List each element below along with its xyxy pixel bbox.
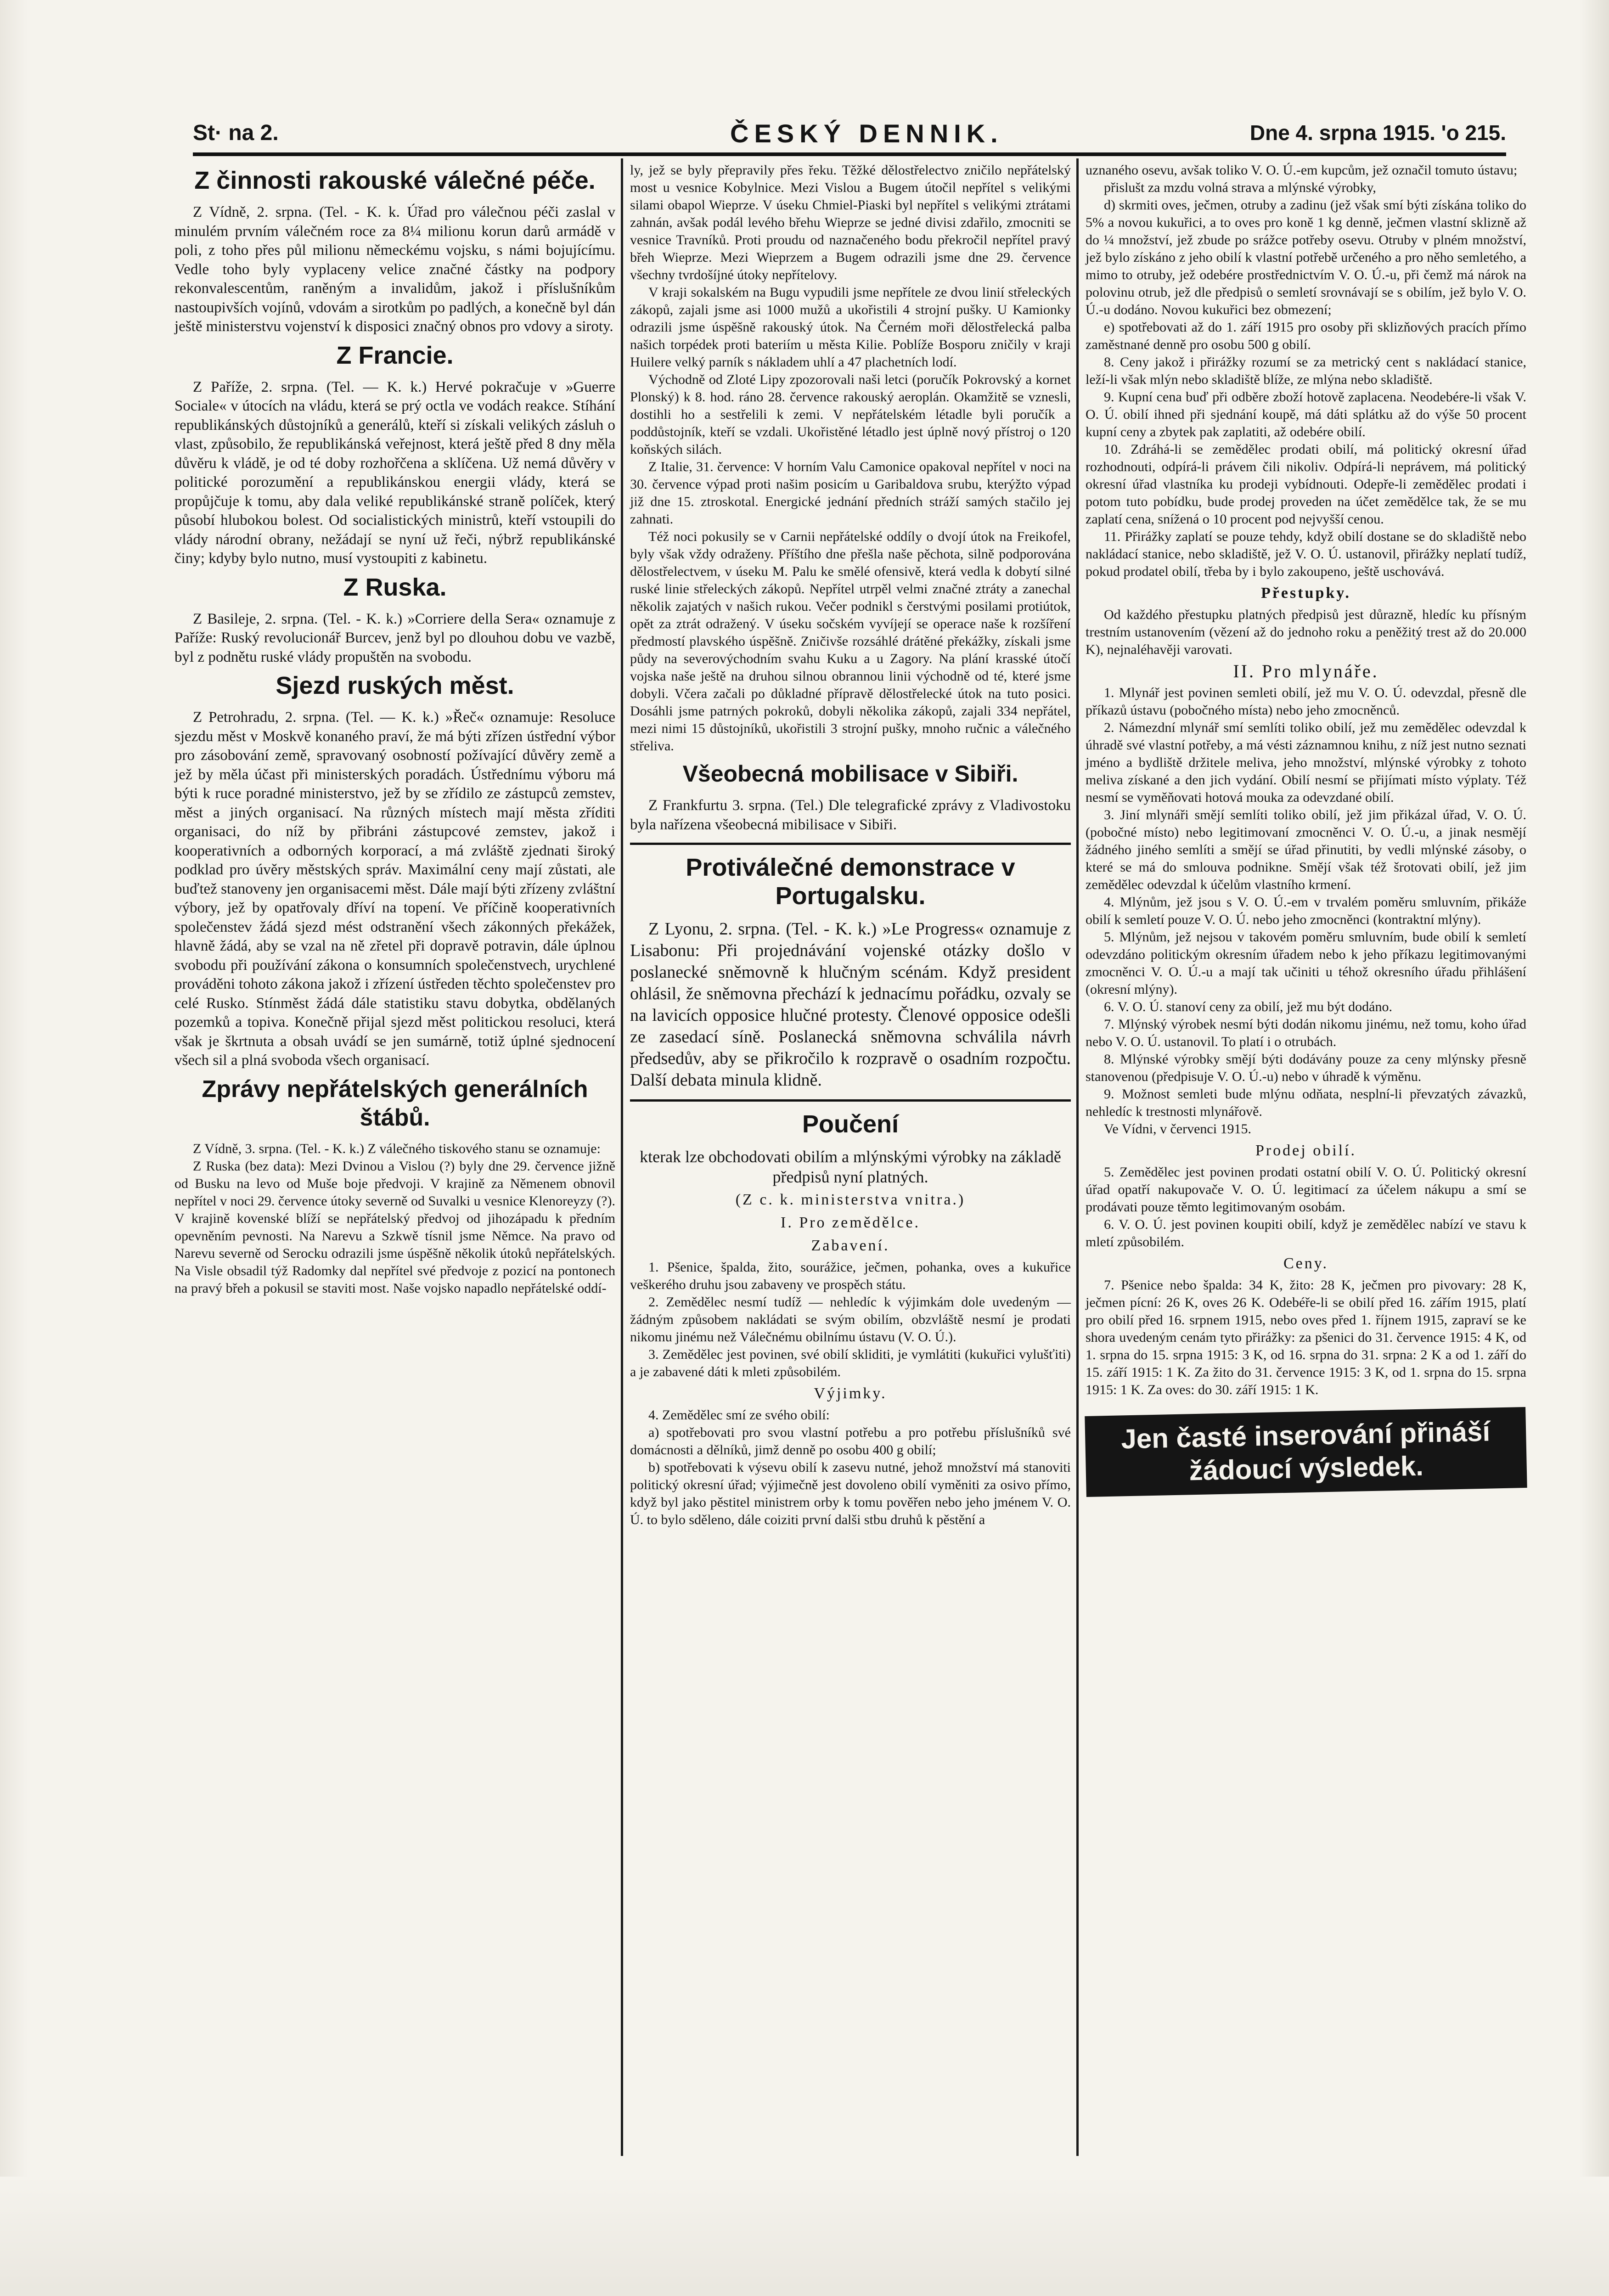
article-text: 1. Pšenice, špalda, žito, sourážice, ječmen, pohanka, oves a kukuřice veškerého druhu jsou zabaveny ve prospěch státu.: [630, 1260, 1071, 1292]
newspaper-title: ČESKÝ DENNIK.: [730, 119, 1003, 148]
article-text: d) skrmiti oves, ječmen, otruby a zadinu (jež však smí býti získána toliko do 5% a novou kukuřici, a to oves pro koně 1 kg denně, ječmen vlastní sklizně až do ¼ množství, jež zbude po srážce potřeby osevu. Otruby v plném množství, jež bylo získáno z jeho obilí k vlastní potřebě určeného a pro něho semletého, a mimo to otruby, jež odebére prostřednictvím V. O. Ú.-u, při čemž má nárok na polovinu otrub, jež dle předpisů o semletí srovnávají se s obilím, jež bylo V. O. Ú.-u dodáno. Novou kukuřici bez obmezení;: [1086, 197, 1526, 317]
article-text: 11. Přirážky zaplatí se pouze tehdy, když obilí dostane se do skladiště nebo nakládací stanice, nebo skladiště, jež V. O. Ú. ustanovil, přirážky neplatí tudíž, pokud prodatel obilí, třeba by i bylo zakoupeno, ještě uschovává.: [1086, 529, 1526, 579]
advertisement-banner: Jen časté inserování přináší žádoucí výsledek.: [1085, 1407, 1527, 1497]
headline: Protiválečné demonstrace v Portugalsku.: [686, 854, 1015, 910]
masthead: [193, 120, 1506, 156]
article-text: Z Lyonu, 2. srpna. (Tel. - K. k.) »Le Progress« oznamuje z Lisabonu: Při projednávání vojenské otázky došlo v poslanecké sněmovně k hlučným scénám. Když president ohlásil, že sněmovna přechází k jednacímu pořádku, ozvaly se na lavicích opposice hlučné protesty. Členové opposice odešli ze zasedací síně. Poslanecká sněmovna schválila návrh předsedův, aby se přikročilo k rozpravě o osadním rozpočtu. Další debata minula klidně.: [630, 919, 1071, 1090]
article-text: 2. Zemědělec nesmí tudíž — nehledíc k výjimkám dole uvedeným — žádným způsobem nakládati se svým obilím, obzvláště nesmí je prodati nikomu jinému než Válečnému obilnímu ústavu (V. O. Ú.).: [630, 1294, 1071, 1345]
article-text: e) spotřebovati až do 1. září 1915 pro osoby při sklizňových pracích přímo zaměstnané denně pro osobu 500 g obilí.: [1086, 320, 1526, 352]
article-text: b) spotřebovati k výsevu obilí k zasevu nutné, jehož množství má stanoviti politický okresní úřad; výjimečně jest dovoleno obilí vyměniti za osivo přímo, když byl jako pěstitel ministrem orby k tomu pověřen nebo jeho jménem V. O. Ú. to bylo sděleno, dále coiziti první dalši stbu druhů k pěstění a: [630, 1460, 1071, 1527]
headline: Všeobecná mobilisace v Sibiři.: [682, 761, 1018, 787]
article-text: Z Petrohradu, 2. srpna. (Tel. — K. k.) »Řeč« oznamuje: Resoluce sjezdu měst v Moskvě konaného praví, že má býti zřízen ústřední výbor pro zásobování země, spravovaný osobností požívající důvěry země a jež by měla účast při ministerských poradách. Ústřednímu výboru má býti k ruce poradné ministerstvo, jež by se zřídilo ze zástupců zemstev, měst a jiných organisací. Na různých místech mají města zříditi organisaci, do níž by přibráni zástupcové zemstev, jakož i kooperativních a odborných korporací, a má zvláště zjednati široký podklad pro úvěry městských správ. Maximální ceny mají zůstati, ale buďtež stanoveny jen organisacemi měst. Dále mají býti zřízeny zvláštní výbory, jež by opatřovaly dříví na topení. Ve příčině kooperativních společenstev žádá sjezd mést odstranění všech zákonných překážek, hlavně žádá, aby se vzal na ně zřetel při dopravě potravin, dále úplnou svobodu při používání zákona o konsumních společenstvech, urychlené prováděni tohoto zákona jakož i zřízení ústředen těchto společenstev pro celé Rusko. Stínměst žádá dále statistiku stavu dobytka, obdělaných pozemků a topiva. Konečně přijal sjezd měst politickou resoluci, která však je škrtnuta a obsah uvádí se jen sumárně, totiž úplné sjednocení všech sil a plná svoboda všech organisací.: [174, 709, 615, 1069]
article-text: uznaného osevu, avšak toliko V. O. Ú.-em kupcům, jež označil tomuto ústavu;: [1086, 163, 1518, 178]
article-text: 1. Mlynář jest povinen semleti obilí, jež mu V. O. Ú. odevzdal, přesně dle příkazů ústavu (pobočného místa) nebo jeho zmocněnců.: [1086, 685, 1526, 718]
article-text: 8. Ceny jakož i přirážky rozumí se za metrický cent s nakládací stanice, leží-li však mlýn nebo skladiště blíže, ze mlýna nebo skladiště.: [1086, 355, 1526, 387]
section-title: I. Pro zemědělce.: [781, 1214, 920, 1231]
article-text: 7. Mlýnský výrobek nesmí býti dodán nikomu jinému, než tomu, koho úřad nebo V. O. Ú. ustanovil. To platí i o otrubách.: [1086, 1017, 1526, 1049]
page-number: St· na 2.: [193, 121, 279, 145]
section-title: II. Pro mlynáře.: [1233, 661, 1379, 681]
page-bottom-margin: [0, 2177, 1609, 2296]
article-text: 7. Pšenice nebo špalda: 34 K, žito: 28 K, ječmen pro pivovary: 28 K, ječmen pícní: 26 K, oves 26 K. Odebéře-li se obilí před 16. zářím 1915, platí pro obilí před 16. srpnem 1915, nebo oves před 1. říjnem 1915, zapraví se ke shora uvedeným cenám tyto přirážky: za pšenici do 31. července 1915: 4 K, od 1. srpna do 15. srpna 1915: 3 K, od 16. srpna do 31. srpna: 2 K a od 1. září do 15. září 1915: 1 K. Za žito do 31. července 1915: 3 K, od 1. srpna do 15. srpna 1915: 1 K. Za oves: do 30. září 1915: 1 K.: [1086, 1277, 1526, 1397]
section-title: Prodej obilí.: [1255, 1142, 1357, 1159]
source-note: (Z c. k. ministerstva vnitra.): [735, 1191, 966, 1208]
article-text: 10. Zdráhá-li se zemědělec prodati obilí, má politický okresní úřad rozhodnouti, odpírá-li právem čili nikoliv. Odpírá-li neprávem, má politický okresní úřad vlastníka ku prodeji vybídnouti. Odepře-li zemědělec prodati i potom tuto pobídku, bude prodej proveden na účet zemědělce tak, že se mu zaplatí cena, snížená o 10 procent pod nejvyšší cenou.: [1086, 442, 1526, 527]
headline: Z činnosti rakouské válečné péče.: [194, 167, 596, 194]
column-3: [1086, 162, 1526, 1492]
article-text: 6. V. O. Ú. jest povinen koupiti obilí, když je zemědělec nabízí ve stavu k mletí způsobilém.: [1086, 1217, 1526, 1249]
section-title: Zabavení.: [811, 1237, 890, 1254]
article-text: 2. Námezdní mlynář smí semlíti toliko obilí, jež mu zemědělec odevzdal k úhradě své vlastní potřeby, a má vésti záznamnou knihu, z níž jest nutno seznati jméno a bydliště držitele meliva, jeho množství, mlýnské výrobky z tohoto meliva získané a den jich vydání. Obilí nesmí se přijímati místo výplaty. Též nesmí se vyměňovati hotová mouka za odevzdané obilí.: [1086, 720, 1526, 805]
article-text: Ve Vídni, v červenci 1915.: [1104, 1121, 1252, 1137]
article-text: Z Frankfurtu 3. srpna. (Tel.) Dle telegrafické zprávy z Vladivostoku byla nařízena všeobecná mibilisace v Sibiři.: [630, 797, 1071, 833]
section-title: Výjimky.: [814, 1385, 887, 1402]
date: Dne 4. srpna 1915.: [1249, 121, 1435, 145]
article-text: Východně od Zloté Lipy zpozorovali naši letci (poručík Pokrovský a kornet Plonský) k 8. hod. ráno 28. července rakouský aeroplán. Okamžitě se vznesli, dostihli ho a sestřelili k zemi. V nepřátelském létadle byli poručík a poddůstojník, kteří se vzdali. Ukořistěné létadlo jest úplně nový přístroj o 120 koňských silách.: [630, 372, 1071, 457]
article-text: Z Ruska (bez data): Mezi Dvinou a Vislou (?) byly dne 29. července jižně od Busku na levo od Muše boje předvoji. V krajině za Němenem obnovil nepřítel v noci 29. července útoky severně od Suvalki u vesnice Klenoreyzy (?). V krajině kovenské blíží se nepřátelský předvoj od jihozápadu k předním opevněním pevnosti. Na Narevu a Szkwě tísnil jsme Němce. Na pravo od Narevu severně od Serocku odrazili jsme úspěšně několik útoků nepřátelských. Na Visle obsadil týž Radomky dal nepřítel své předvoje z pozicí na pontonech na pravý břeh a pokusil se staviti most. Naše vojsko napadlo nepřátelské oddí-: [174, 1158, 615, 1296]
article-text: a) spotřebovati pro svou vlastní potřebu a pro potřebu příslušníků své domácnosti a dělníků, jimž denně po osobu 400 g obilí;: [630, 1425, 1071, 1458]
divider: [630, 1099, 1071, 1102]
article-text: Z Paříže, 2. srpna. (Tel. — K. k.) Hervé pokračuje v »Guerre Sociale« v útocích na vládu, která se prý octla ve vodách reakce. Stíhání republikánských důstojníků a generálů, kteří si získali velikých zásluh o vlast, způsobilo, že republikánská veřejnost, která ještě před 8 dny měla důvěru k vládě, je od té doby rozhořčena a sklíčena. Už nemá důvěry v politické porozumění a republikánskou energii vlády, která se propůjčuje k tomu, aby dala veliké republikánské straně políček, který působí hlubokou bolest. Od socialistických ministrů, kteří vstoupili do vlády národní obrany, nežádají se nyní už řeči, nýbrž republikánské činy; kdyby bylo nutno, musí vystoupiti z kabinetu.: [174, 378, 615, 567]
headline: Poučení: [802, 1110, 899, 1138]
issue-date: [1250, 120, 1506, 145]
article-text: 4. Mlýnům, jež jsou s V. O. Ú.-em v trvalém poměru smluvním, přikáže obilí k semletí pouze V. O. Ú. nebo jeho zmocněnci (kontraktní mlýny).: [1086, 895, 1526, 927]
article-text: Od každého přestupku platných předpisů jest důrazně, hledíc ku přísným trestním ustanovením (vězení až do jednoho roku a peněžitý trest až do 20.000 K), nejnaléhavěji varovati.: [1086, 607, 1526, 657]
subheadline: kterak lze obchodovati obilím a mlýnskými výrobky na základě předpisů nyní platných.: [640, 1148, 1061, 1186]
article-text: 6. V. O. Ú. stanoví ceny za obilí, jež mu být dodáno.: [1104, 999, 1392, 1014]
article-text: V kraji sokalském na Bugu vypudili jsme nepřítele ze dvou linií střeleckých zákopů, zajali jsme asi 1000 mužů a ukořistili 4 strojní pušky. U Kamionky odrazili jsme úspěšně rakouský útok. Na Černém moři dělostřelecká palba našich torpédek proti bateriím u města Kilie. Poblíže Bosporu zničily v kraji Huilere velký parník s nákladem uhlí a 47 plachetních lodí.: [630, 285, 1071, 370]
headline: Zprávy nepřátelských generálních štábů.: [202, 1075, 588, 1131]
headline: Z Ruska.: [343, 573, 447, 601]
article-text: 3. Jiní mlynáři smějí semlíti toliko obilí, jež jim přikázal úřad, V. O. Ú. (pobočné místo) nebo legitimovaní zmocněnci V. O. Ú.-u, a jinak nesmějí žádného jiného semlíti a smějí se úřad přinutiti, by vedli mlýnské zásoby, o které se má do smlouva podnikne. Smějí však též šrotovati obilí, jež jim zemědělec odevzdal k účelům vlastního krmení.: [1086, 807, 1526, 892]
headline: Z Francie.: [336, 341, 454, 369]
article-text: Z Vídně, 3. srpna. (Tel. - K. k.) Z válečného tiskového stanu se oznamuje:: [193, 1141, 601, 1156]
issue-number: 'o 215.: [1441, 121, 1506, 145]
article-text: Z Italie, 31. července: V horním Valu Camonice opakoval nepřítel v noci na 30. července výpad proti našim posicím u Garibaldova srubu, kterýžto výpad již dne 15. ztroskotal. Energické jednání předních stráží samých stačilo jej zahnati.: [630, 459, 1071, 527]
article-text: 5. Zemědělec jest povinen prodati ostatní obilí V. O. Ú. Politický okresní úřad opatří nakupovače V. O. Ú. legitimací za účelem nákupu a smí se prodávati pouze těmto legitimovaným osobám.: [1086, 1165, 1526, 1215]
headline: Sjezd ruských měst.: [276, 672, 514, 699]
article-text: 9. Možnost semleti bude mlýnu odňata, nesplní-li převzatých závazků, nehledíc k trestnosti mlynářově.: [1086, 1086, 1526, 1119]
article-text: Též noci pokusily se v Carnii nepřátelské oddíly o dvojí útok na Freikofel, byly však vždy odraženy. Příštího dne přešla naše pěchota, silně podporována dělostřelectvem, v úseku M. Palu ke smělé ofensivě, která vedla k dobytí silné ruské linie střeleckých zákopů. Nepřítel utrpěl velmi značné ztráty a zanechal několik zajatých v našich rukou. Večer podnikl s čerstvými posilami protiútok, opět za ztrát odražený. V úseku sočském vyvíjejí se operace naše k rozšíření předmostí plavského úspěšně. Zničivše rozsáhlé drátěné překážky, získali jsme půdy na severovýchodním svahu Kuku a u Zagory. Na plání krasské útočí vojska naše ještě na druhou silnou obrannou linii východně od té, které jsme dobyli. Včera začali po důkladné přípravě dělostřelecké útok na tuto posici. Dosáhli jsme patrných pokroků, dobyli několika zákopů, zajali 334 nepřátel, mezi nimi 15 důstojníků, ukořistili 3 strojní pušky, mnoho ručnic a válečného střeliva.: [630, 529, 1071, 754]
divider: [630, 843, 1071, 845]
article-text: 8. Mlýnské výrobky smějí býti dodávány pouze za ceny mlýnsky přesně stanovenou (předpisuje V. O. Ú.-u) nebo v úhradě k výměnu.: [1086, 1052, 1526, 1084]
column-2: [630, 162, 1071, 1529]
article-text: ly, jež se byly přepravily přes řeku. Těžké dělostřelectvo zničilo nepřátelský most u vesnice Kobylnice. Mezi Vislou a Bugem útočil nepřítel s velikými silami obapol Wieprze. V úseku Chmiel-Piaski byl nepřítel s velikými ztrátami zahnán, avšak podál levého břehu Wieprze se jedné divisi zdařilo, zmocniti se vesnice Travníků. Proti proudu od naznačeného bodu překročil nepřítel pravý břeh Wieprze. Mezi Wieprzem a Bugem odrazili jsme dne 29. července všechny tvrdošíjné útoky nepřítelovy.: [630, 163, 1071, 282]
column-1: [174, 162, 615, 1297]
article-text: Z Basileje, 2. srpna. (Tel. - K. k.) »Corriere della Sera« oznamuje z Paříže: Ruský revolucionář Burcev, jenž byl po dlouhou dobu ve vazbě, byl z podnětu ruské vlády propuštěn na svobodu.: [174, 610, 615, 665]
article-text: 5. Mlýnům, jež nejsou v takovém poměru smluvním, bude obilí k semletí odevzdáno politickým okresním úřadem nebo k jeho příkazu legitimovanými zmocněnci V. O. Ú.-u a mají tak učiniti u téhož okresního úřadu přihlášení (okresní mlýny).: [1086, 929, 1526, 997]
article-text: přislušt za mzdu volná strava a mlýnské výrobky,: [1104, 180, 1376, 195]
article-text: 4. Zemědělec smí ze svého obilí:: [648, 1407, 830, 1423]
article-text: 3. Zemědělec jest povinen, své obilí skliditi, je vymlátiti (kukuřici vylušťiti) a je zabavené dáti k mleti způsobilém.: [630, 1347, 1071, 1379]
section-title: Ceny.: [1283, 1255, 1329, 1272]
article-text: 9. Kupní cena buď při odběre zboží hotově zaplacena. Neodebére-li však V. O. Ú. obilí ihned při sjednání koupě, má dáti splátku až do výše 50 procent kupní ceny a zbytek pak zaplatiti, až odebére obilí.: [1086, 389, 1526, 439]
section-title: Přestupky.: [1261, 585, 1351, 602]
column-divider: [621, 158, 623, 2156]
column-divider: [1076, 158, 1079, 2156]
article-text: Z Vídně, 2. srpna. (Tel. - K. k. Úřad pro válečnou péči zaslal v minulém prvním válečném roce za 8¼ milionu korun darů armádě v poli, z toho přes půl milionu německému vojsku, s námi bojujícímu. Vedle toho byly vyplaceny velice značné částky na podpory rekonvalescentům, raněným a invalidům, jakož i příslušníkům nastoupivších vojínů, vdovám a sirotkům po padlých, a konečně byl dán ještě ministerstvu vojenství k disposici značný obnos pro vdovy a siroty.: [174, 204, 615, 335]
